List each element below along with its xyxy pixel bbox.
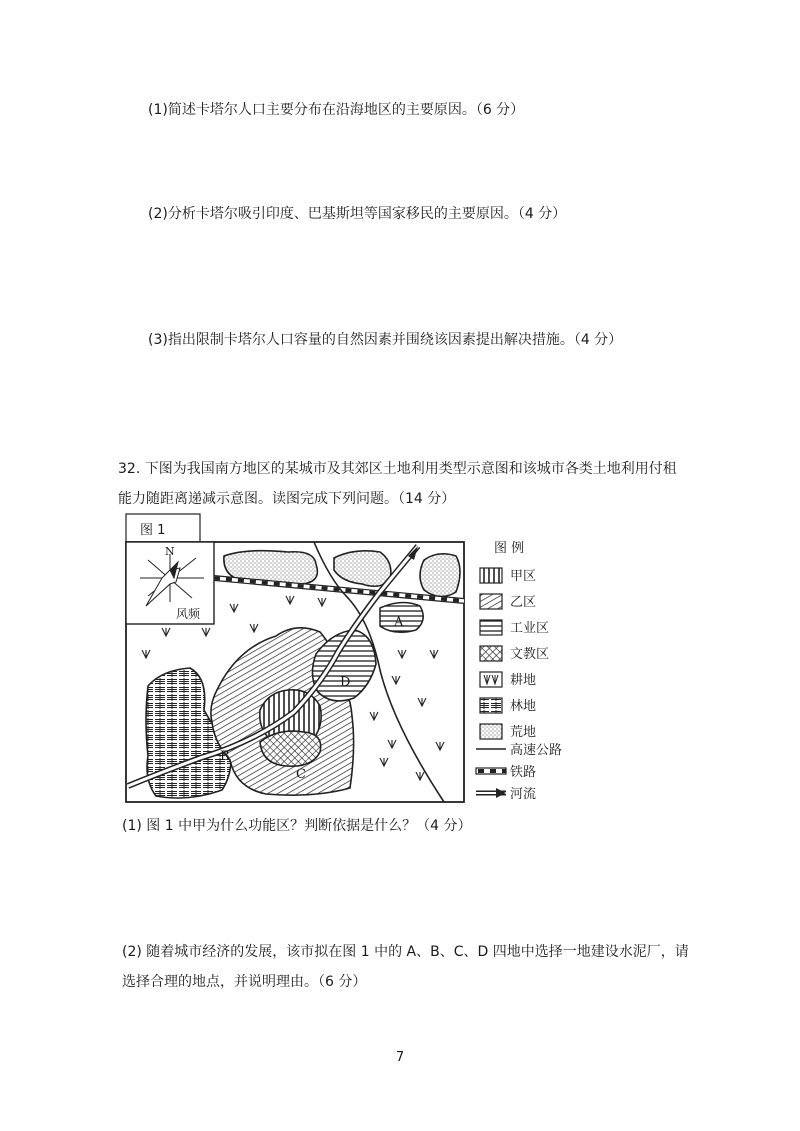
legend-item [476, 786, 536, 802]
diagonal-hatch-icon [480, 594, 502, 609]
legend-label-culture-education: 文教区 [510, 647, 550, 662]
vertical-hatch-icon [480, 568, 502, 583]
dotted-fill-icon [480, 724, 502, 739]
legend-item [480, 594, 536, 610]
cross-hatch-icon [480, 646, 502, 661]
map-legend [476, 541, 562, 802]
figure-tab-label: 图 1 [140, 523, 166, 538]
question-32-stem-line1: 32. 下图为我国南方地区的某城市及其郊区土地利用类型示意图和该城市各类土地利用付租 [118, 461, 677, 477]
legend-label-wasteland: 荒地 [510, 725, 537, 740]
river-arrow-icon [476, 788, 506, 798]
horizontal-hatch-icon [480, 620, 502, 635]
land-use-map-figure [118, 510, 578, 810]
farmland-symbol-icon [480, 672, 502, 687]
page-number: 7 [395, 1050, 405, 1065]
question-32-2-line1: (2) 随着城市经济的发展，该市拟在图 1 中的 A、B、C、D 四地中选择一地建设水泥厂，请 [122, 944, 689, 960]
legend-item [480, 620, 549, 636]
figure-tab [126, 514, 200, 542]
legend-label-highway: 高速公路 [510, 743, 563, 758]
compass-north-label: N [165, 545, 175, 558]
legend-item [480, 724, 536, 740]
legend-label-railway: 铁路 [510, 765, 537, 780]
question-32-stem-line2: 能力随距离递减示意图。读图完成下列问题。（14 分） [118, 491, 456, 507]
wind-rose-box [126, 542, 214, 624]
question-31-3: (3)指出限制卡塔尔人口容量的自然因素并围绕该因素提出解决措施。（4 分） [148, 332, 623, 348]
legend-label-jia: 甲区 [510, 569, 537, 584]
culture-education-zone-c [260, 731, 321, 766]
legend-label-forest: 林地 [510, 699, 537, 714]
legend-title: 图 例 [494, 541, 525, 556]
legend-label-farmland: 耕地 [510, 673, 537, 688]
legend-item [480, 568, 536, 584]
legend-item [476, 764, 536, 780]
point-label-a: A [394, 615, 404, 630]
point-label-d: D [340, 675, 351, 690]
legend-label-industrial: 工业区 [510, 621, 550, 636]
question-31-1: (1)简述卡塔尔人口主要分布在沿海地区的主要原因。（6 分） [148, 102, 525, 118]
wind-frequency-caption: 风频 [176, 607, 201, 621]
wasteland-area [420, 554, 460, 597]
question-31-2: (2)分析卡塔尔吸引印度、巴基斯坦等国家移民的主要原因。（4 分） [148, 206, 567, 222]
point-label-b: B [220, 749, 230, 764]
point-label-c: C [296, 767, 306, 782]
question-32-1: (1) 图 1 中甲为什么功能区？判断依据是什么？（4 分） [122, 818, 472, 834]
legend-item [480, 698, 536, 714]
legend-item [480, 646, 549, 662]
legend-label-river: 河流 [510, 787, 537, 802]
rail-line-icon [476, 768, 506, 774]
legend-item [480, 672, 536, 688]
forest-symbol-icon [480, 698, 502, 713]
question-32-2-line2: 选择合理的地点，并说明理由。（6 分） [122, 974, 367, 990]
legend-label-yi: 乙区 [510, 595, 537, 610]
legend-item [476, 742, 562, 758]
